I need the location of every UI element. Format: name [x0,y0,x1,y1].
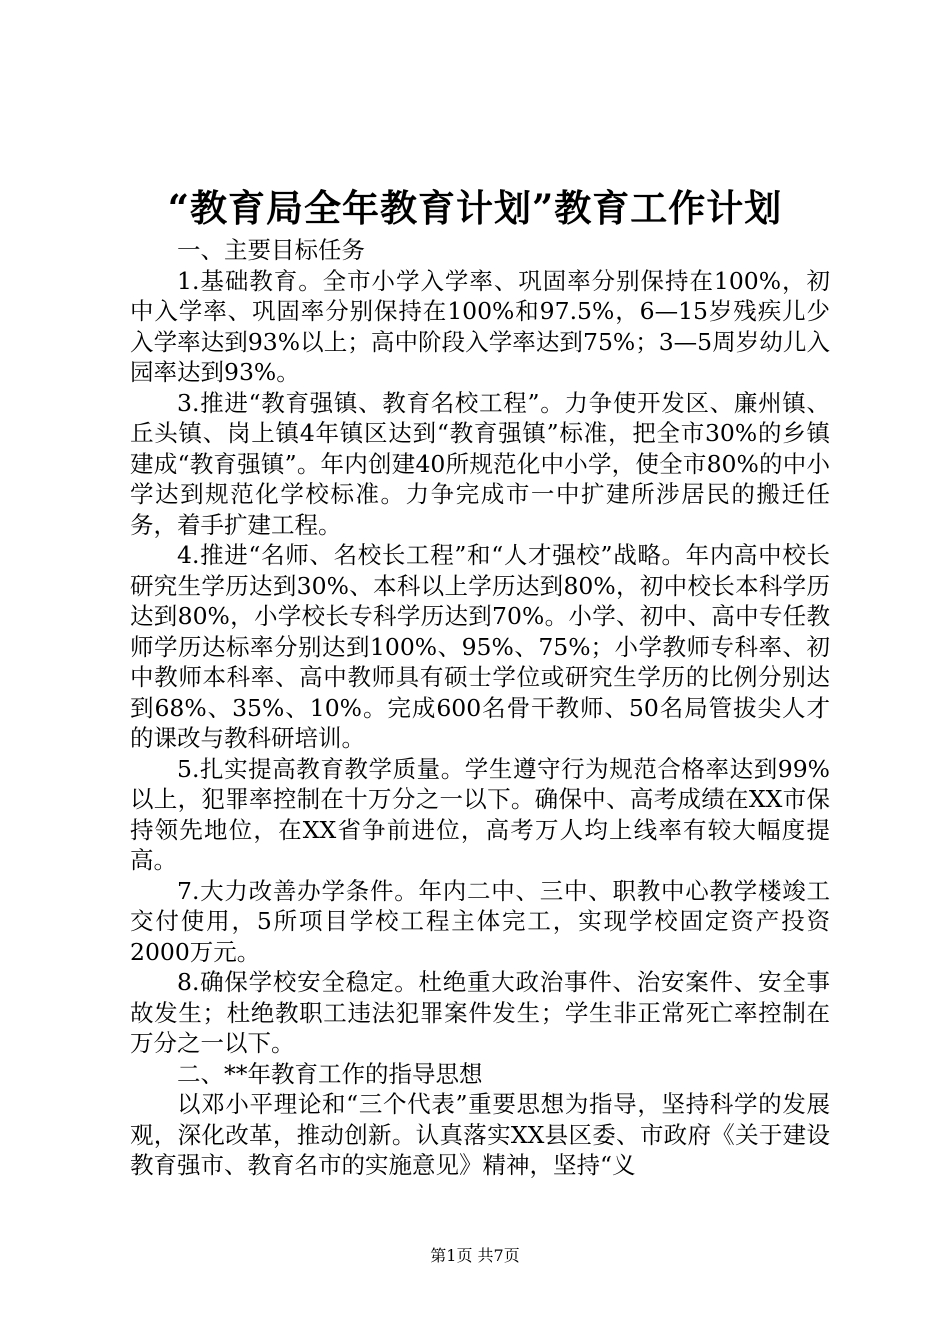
document-body [130,235,830,1181]
paragraph-school-safety: 8.确保学校安全稳定。杜绝重大政治事件、治安案件、安全事故发生；杜绝教职工违法犯罪案件发生；学生非正常死亡率控制在万分之一以下。 [130,968,830,1057]
paragraph-strong-towns: 3.推进“教育强镇、教育名校工程”。力争使开发区、廉州镇、丘头镇、岗上镇4年镇区达到“教育强镇”标准，把全市30%的乡镇建成“教育强镇”。年内创建40所规范化中小学，使全市80%的中小学达到规范化学校标准。力争完成市一中扩建所涉居民的搬迁任务，着手扩建工程。 [130,388,830,539]
section-heading-goals: 一、主要目标任务 [177,236,365,264]
paragraph-school-conditions: 7.大力改善办学条件。年内二中、三中、职教中心教学楼竣工交付使用，5所项目学校工程主体完工，实现学校固定资产投资2000万元。 [130,876,830,966]
paragraph-basic-education: 1.基础教育。全市小学入学率、巩固率分别保持在100%，初中入学率、巩固率分别保持在100%和97.5%，6—15岁残疾儿少入学率达到93%以上；高中阶段入学率达到75%；3—5周岁幼儿入园率达到93%。 [130,266,830,386]
paragraph-guiding-ideology: 以邓小平理论和“三个代表”重要思想为指导，坚持科学的发展观，深化改革，推动创新。认真落实XX县区委、市政府《关于建设教育强市、教育名市的实施意见》精神，坚持“义 [130,1090,830,1179]
page-footer: 第1页 共7页 [430,1246,520,1265]
paragraph-famous-teachers: 4.推进“名师、名校长工程”和“人才强校”战略。年内高中校长研究生学历达到30%、本科以上学历达到80%，初中校长本科学历达到80%，小学校长专科学历达到70%。小学、初中、高中专任教师学历达标率分别达到100%、95%、75%；小学教师专科率、初中教师本科率、高中教师具有硕士学位或研究生学历的比例分别达到68%、35%、10%。完成600名骨干教师、50名局管拔尖人才的课改与教科研培训。 [130,541,830,752]
paragraph-teaching-quality: 5.扎实提高教育教学质量。学生遵守行为规范合格率达到99%以上，犯罪率控制在十万分之一以下。确保中、高考成绩在XX市保持领先地位，在XX省争前进位，高考万人均上线率有较大幅度提高。 [130,754,830,874]
section-heading-guiding-ideology: 二、**年教育工作的指导思想 [177,1059,483,1088]
document-title: “教育局全年教育计划”教育工作计划 [167,186,783,230]
